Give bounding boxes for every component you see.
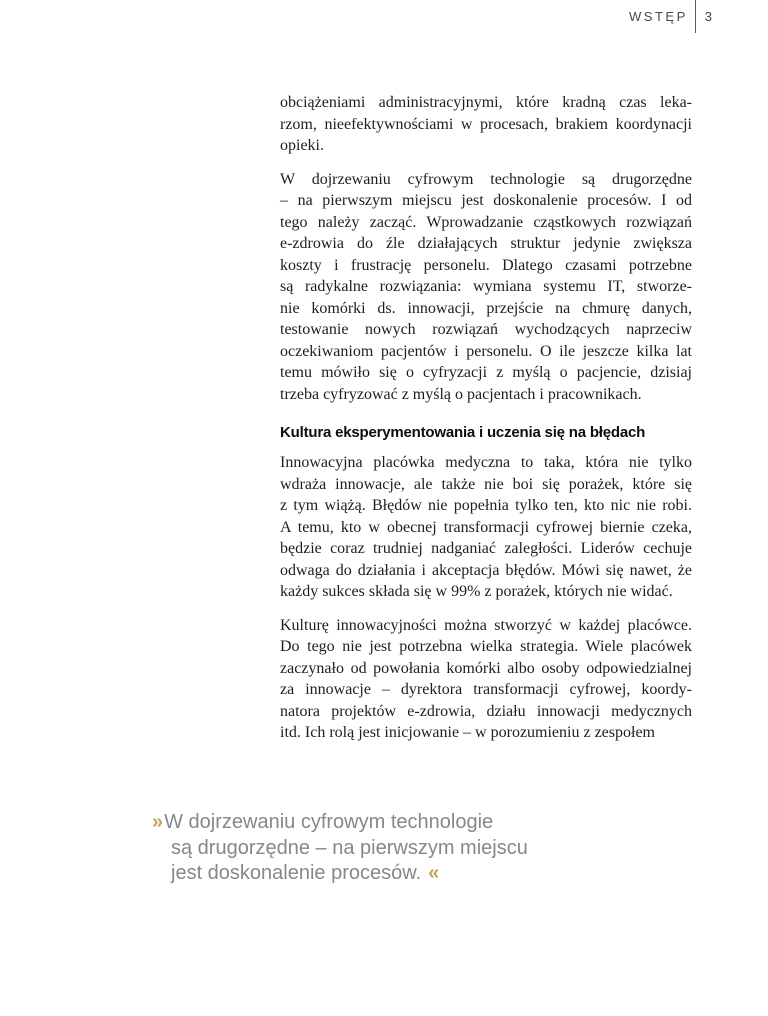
pull-quote-line: są drugorzędne – na pierwszym miejscu	[171, 836, 528, 859]
text-line: trzeba cyfryzować z myślą o pacjentach i pracownikach.	[280, 385, 642, 403]
text-line: odwaga do działania i akceptacja błędów. Mówi się nawet, że	[280, 561, 692, 579]
running-header	[629, 0, 712, 33]
text-line: temu mówiło się o cyfryzacji z myślą o pacjencie, dzisiaj	[280, 364, 692, 381]
pull-quote	[152, 810, 572, 887]
text-line: e-zdrowia do źle działających struktur jedynie zwiększa	[280, 235, 692, 252]
text-line: każdy sukces składa się w 99% z porażek, których nie widać.	[280, 583, 673, 600]
header-page-number: 3	[704, 9, 712, 24]
paragraph	[280, 92, 692, 157]
paragraph	[280, 615, 692, 744]
section-heading: Kultura eksperymentowania i uczenia się na błędach	[280, 424, 646, 441]
guillemet-close-icon: «	[428, 862, 440, 884]
paragraph	[280, 169, 692, 406]
text-line: są radykalne rozwiązania: wymiana systemu IT, stworze-	[280, 278, 692, 295]
text-line: wdraża innowacje, ale także nie boi się porażek, które się	[280, 475, 692, 493]
article-column	[280, 92, 692, 756]
text-line: opieki.	[280, 137, 324, 154]
text-line: będzie coraz trudniej nadganiać zaległości. Liderów cechuje	[280, 540, 692, 557]
text-line: rzom, nieefektywnościami w procesach, brakiem koordynacji	[280, 115, 692, 133]
text-line: oczekiwaniom pacjentów i personelu. O ile jeszcze kilka lat	[280, 342, 692, 360]
text-line: Do tego nie jest potrzebna wielka strategia. Wiele placówek	[280, 638, 692, 655]
text-line: obciążeniami administracyjnymi, które kradną czas leka-	[280, 94, 692, 111]
header-divider	[695, 0, 696, 33]
text-line: koszty i frustrację personelu. Dlatego czasami potrzebne	[280, 256, 692, 274]
text-line: tego należy zacząć. Wprowadzanie cząstkowych rozwiązań	[280, 213, 692, 231]
text-line: Kulturę innowacyjności można stworzyć w każdej placówce.	[280, 616, 692, 634]
text-line: A temu, kto w obecnej transformacji cyfrowej biernie czeka,	[280, 518, 692, 536]
text-line: Innowacyjna placówka medyczna to taka, która nie tylko	[280, 454, 692, 471]
guillemet-open-icon: »	[152, 811, 164, 833]
header-section-label: WSTĘP	[629, 9, 688, 24]
text-line: natora projektów e-zdrowia, działu innowacji medycznych	[280, 702, 692, 720]
text-line: nie komórki ds. innowacji, przejście na chmurę danych,	[280, 299, 692, 317]
text-line: za innowacje – dyrektora transformacji cyfrowej, koordy-	[280, 681, 692, 698]
pull-quote-line: »W dojrzewaniu cyfrowym technologie	[152, 811, 494, 833]
text-line: zaczynało od powołania komórki albo osoby odpowiedzialnej	[280, 659, 692, 677]
paragraph	[280, 452, 692, 603]
text-line: z tym wiążą. Błędów nie popełnia tylko ten, kto nic nie robi.	[280, 497, 692, 514]
text-line: W dojrzewaniu cyfrowym technologie są drugorzędne	[280, 170, 692, 188]
text-line: testowanie nowych rozwiązań wychodzących naprzeciw	[280, 321, 692, 338]
text-line: itd. Ich rolą jest inicjowanie – w porozumieniu z zespołem	[280, 724, 655, 741]
text-line: – na pierwszym miejscu jest doskonalenie procesów. I od	[280, 192, 692, 209]
pull-quote-line: jest doskonalenie procesów. «	[171, 862, 440, 884]
